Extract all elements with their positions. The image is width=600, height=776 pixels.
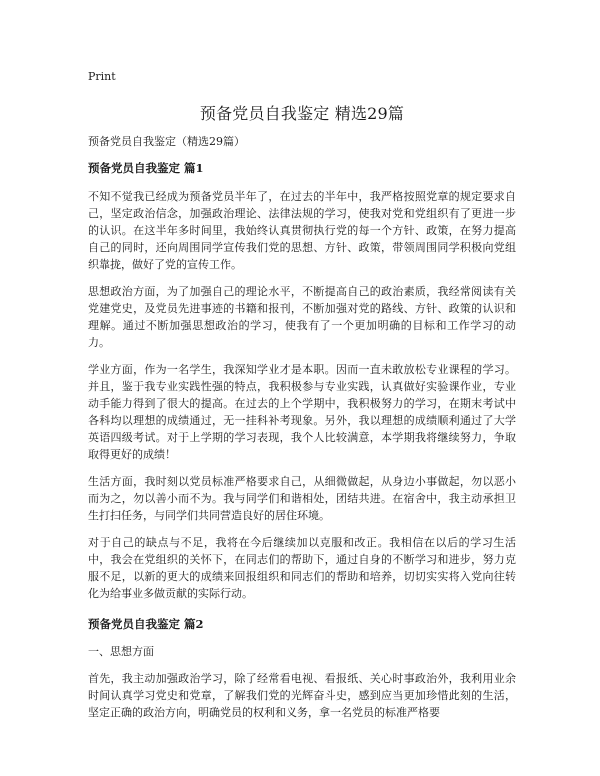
section-1-paragraph-1: 不知不觉我已经成为预备党员半年了，在过去的半年中，我严格按照党章的规定要求自己，坚定政治信念，加强政治理论、法律法规的学习，使我对党和党组织有了更进一步的认识。在这半年多时间里，我始终认真贯彻执行党的每一个方针、政策，在努力提高自己的同时，还向周围同学宣传我们党的思想、方针、政策，带领周围同学积极向党组织靠拢，做好了党的宣传工作。 xyxy=(88,190,516,271)
section-1-paragraph-2: 思想政治方面，为了加强自己的理论水平，不断提高自己的政治素质，我经常阅读有关党建党史，及党员先进事迹的书籍和报刊，不断加强对党的路线、方针、政策的认识和理解。通过不断加强思想政治的学习，使我有了一个更加明确的目标和工作学习的动力。 xyxy=(88,285,516,349)
section-1-paragraph-3: 学业方面，作为一名学生，我深知学业才是本职。因而一直未敢放松专业课程的学习。并且，鉴于我专业实践性强的特点，我积极参与专业实践，认真做好实验课作业，专业动手能力得到了很大的提高。在过去的上个学期中，我积极努力的学习，在期末考试中各科均以理想的成绩通过，无一挂科补考现象。另外，我以理想的成绩顺利通过了大学英语四级考试。对于上学期的学习表现，我个人比较满意，本学期我将继续努力，争取取得更好的成绩！ xyxy=(88,363,516,461)
print-link[interactable]: Print xyxy=(88,70,116,83)
section-1-paragraph-5: 对于自己的缺点与不足，我将在今后继续加以克服和改正。我相信在以后的学习生活中，我会在党组织的关怀下，在同志们的帮助下，通过自身的不断学习和进步，努力克服不足，以新的更大的成绩来回报组织和同志们的帮助和培养，切切实实将入党向往转化为给事业多做贡献的实际行动。 xyxy=(88,536,516,600)
section-1-paragraph-4: 生活方面，我时刻以党员标准严格要求自己，从细微做起，从身边小事做起，勿以恶小而为之，勿以善小而不为。我与同学们和谐相处，团结共进。在宿舍中，我主动承担卫生打扫任务，与同学们共同营造良好的居住环境。 xyxy=(88,475,516,522)
section-2-paragraph-1: 首先，我主动加强政治学习，除了经常看电视、看报纸、关心时事政治外，我利用业余时间认真学习党史和党章，了解我们党的光辉奋斗史，感到应当更加珍惜此刻的生活，坚定正确的政治方向，明确党员的权利和义务，拿一名党员的标准严格要 xyxy=(88,672,516,719)
section-2-heading: 预备党员自我鉴定 篇2 xyxy=(88,617,204,631)
document-page xyxy=(88,70,516,721)
section-1-heading: 预备党员自我鉴定 篇1 xyxy=(88,161,204,175)
section-2-subheading: 一、思想方面 xyxy=(88,645,154,658)
document-title: 预备党员自我鉴定 精选29篇 xyxy=(199,104,405,123)
document-subtitle: 预备党员自我鉴定（精选29篇） xyxy=(88,135,245,148)
